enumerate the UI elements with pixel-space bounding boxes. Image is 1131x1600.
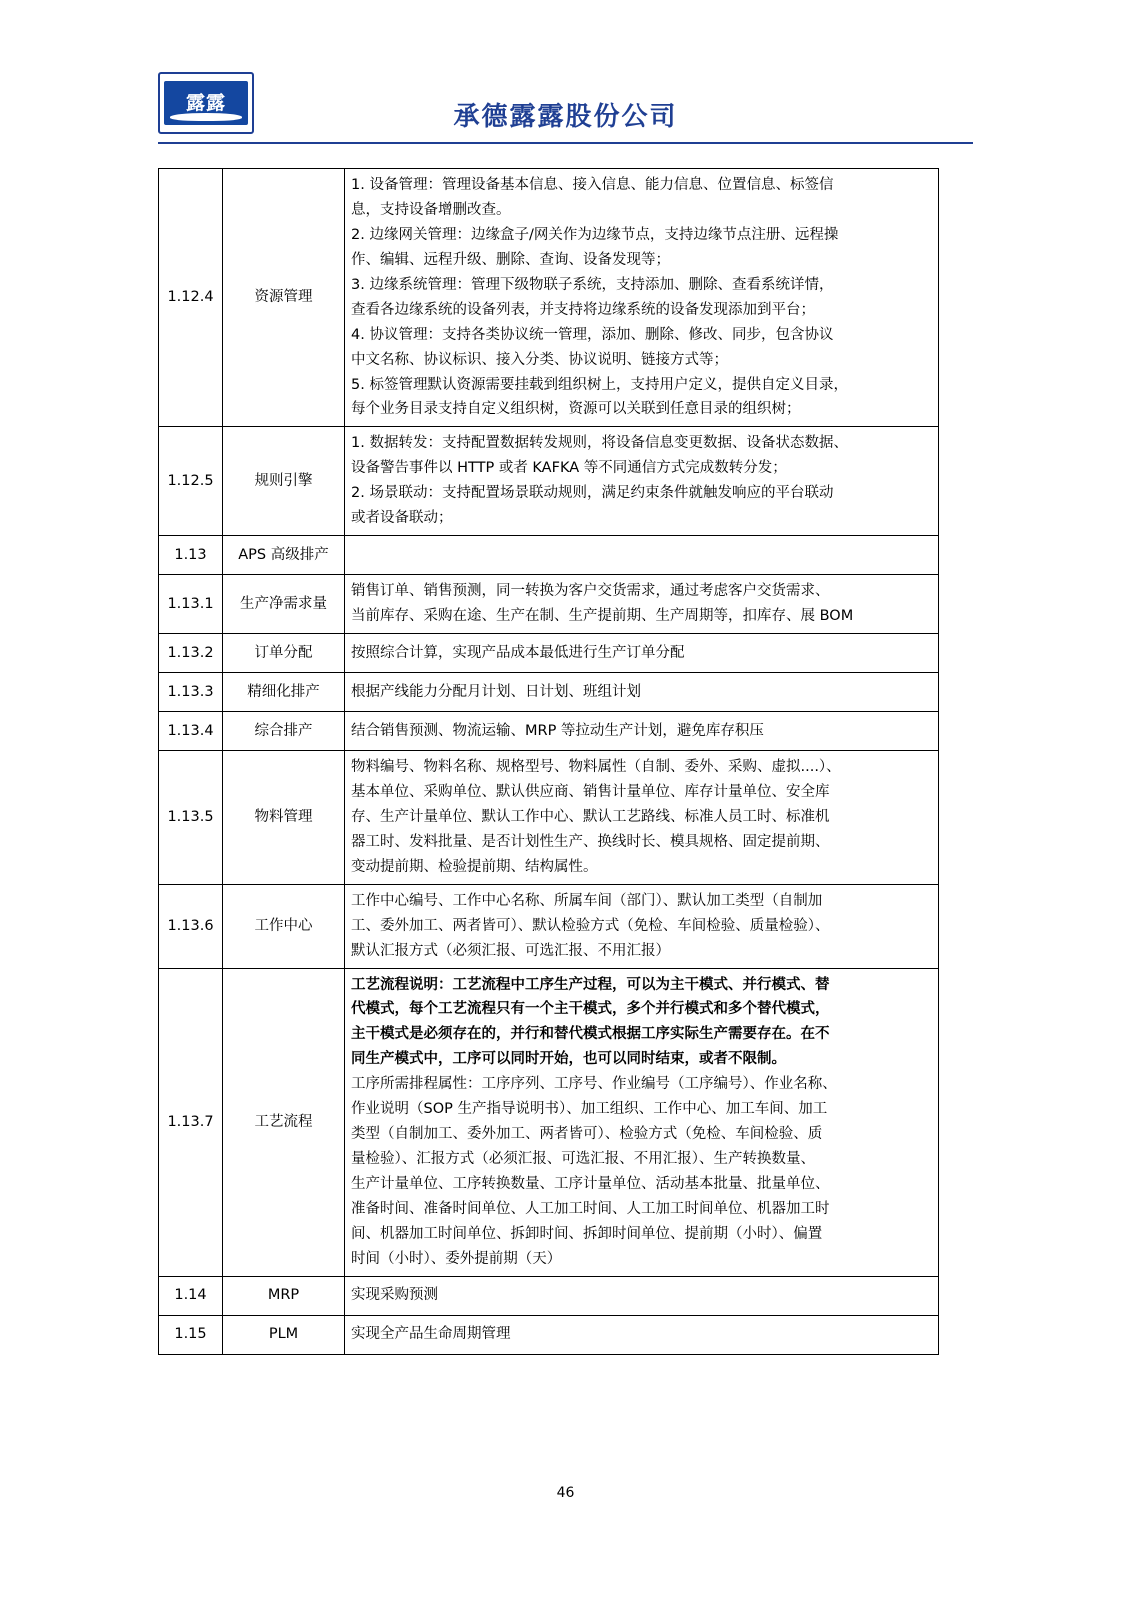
desc-line: 当前库存、采购在途、生产在制、生产提前期、生产周期等，扣库存、展 BOM bbox=[351, 608, 854, 625]
row-description bbox=[345, 575, 939, 634]
desc-line: 作、编辑、远程升级、删除、查询、设备发现等； bbox=[351, 251, 670, 268]
desc-line: 5. 标签管理默认资源需要挂载到组织树上，支持用户定义，提供自定义目录， bbox=[351, 376, 848, 393]
desc-line: 息，支持设备增删改查。 bbox=[351, 201, 511, 218]
desc-line: 2. 场景联动：支持配置场景联动规则，满足约束条件就触发响应的平台联动 bbox=[351, 485, 834, 502]
page-header bbox=[0, 0, 1131, 150]
desc-line: 代模式，每个工艺流程只有一个主干模式，多个并行模式和多个替代模式， bbox=[351, 1001, 830, 1018]
desc-line: 存、生产计量单位、默认工作中心、默认工艺路线、标准人员工时、标准机 bbox=[351, 808, 830, 825]
desc-line: 默认汇报方式（必须汇报、可选汇报、不用汇报） bbox=[351, 942, 670, 959]
desc-line: 准备时间、准备时间单位、人工加工时间、人工加工时间单位、机器加工时 bbox=[351, 1200, 830, 1217]
row-name: APS 高级排产 bbox=[223, 536, 345, 575]
row-description bbox=[345, 751, 939, 885]
desc-line: 生产计量单位、工序转换数量、工序计量单位、活动基本批量、批量单位、 bbox=[351, 1176, 830, 1192]
desc-line: 实现全产品生命周期管理 bbox=[351, 1326, 511, 1343]
table-row bbox=[159, 427, 939, 536]
table-row bbox=[159, 712, 939, 751]
table-row bbox=[159, 169, 939, 427]
row-name: MRP bbox=[223, 1276, 345, 1315]
row-description bbox=[345, 536, 939, 575]
row-name: 工艺流程 bbox=[223, 968, 345, 1276]
row-description bbox=[345, 427, 939, 536]
desc-line: 实现采购预测 bbox=[351, 1287, 438, 1304]
desc-line: 工、委外加工、两者皆可）、默认检验方式（免检、车间检验、质量检验）、 bbox=[351, 917, 830, 934]
row-description bbox=[345, 673, 939, 712]
table-body bbox=[159, 169, 939, 1355]
desc-line: 主干模式是必须存在的，并行和替代模式根据工序实际生产需要存在。在不 bbox=[351, 1026, 830, 1043]
row-description bbox=[345, 634, 939, 673]
row-name: 资源管理 bbox=[223, 169, 345, 427]
row-description bbox=[345, 884, 939, 968]
row-number: 1.13 bbox=[159, 536, 223, 575]
desc-line: 中文名称、协议标识、接入分类、协议说明、链接方式等； bbox=[351, 351, 728, 368]
desc-line: 每个业务目录支持自定义组织树，资源可以关联到任意目录的组织树； bbox=[351, 401, 801, 418]
row-name: 规则引擎 bbox=[223, 427, 345, 536]
desc-line: 1. 数据转发：支持配置数据转发规则，将设备信息变更数据、设备状态数据、 bbox=[351, 435, 848, 452]
desc-line: 类型（自制加工、委外加工、两者皆可）、检验方式（免检、车间检验、质 bbox=[351, 1126, 823, 1143]
table-row bbox=[159, 575, 939, 634]
desc-line: 4. 协议管理：支持各类协议统一管理，添加、删除、修改、同步，包含协议 bbox=[351, 326, 834, 343]
row-number: 1.13.3 bbox=[159, 673, 223, 712]
row-number: 1.15 bbox=[159, 1315, 223, 1354]
row-name: PLM bbox=[223, 1315, 345, 1354]
row-number: 1.12.5 bbox=[159, 427, 223, 536]
table-row bbox=[159, 884, 939, 968]
logo-text: 露露 bbox=[185, 91, 226, 114]
row-number: 1.13.4 bbox=[159, 712, 223, 751]
table-row bbox=[159, 968, 939, 1276]
row-number: 1.13.5 bbox=[159, 751, 223, 885]
row-name: 综合排产 bbox=[223, 712, 345, 751]
row-number: 1.13.2 bbox=[159, 634, 223, 673]
desc-line: 工序所需排程属性：工序序列、工序号、作业编号（工序编号）、作业名称、 bbox=[351, 1076, 837, 1093]
row-number: 1.12.4 bbox=[159, 169, 223, 427]
desc-line: 工作中心编号、工作中心名称、所属车间（部门）、默认加工类型（自制加 bbox=[351, 892, 823, 909]
row-name: 订单分配 bbox=[223, 634, 345, 673]
table-row bbox=[159, 673, 939, 712]
row-name: 精细化排产 bbox=[223, 673, 345, 712]
desc-line: 同生产模式中，工序可以同时开始，也可以同时结束，或者不限制。 bbox=[351, 1051, 786, 1068]
page-title: 承德露露股份公司 bbox=[453, 102, 678, 132]
desc-line: 3. 边缘系统管理：管理下级物联子系统，支持添加、删除、查看系统详情， bbox=[351, 276, 834, 293]
row-number: 1.14 bbox=[159, 1276, 223, 1315]
table-row bbox=[159, 536, 939, 575]
desc-line: 时间（小时）、委外提前期（天） bbox=[351, 1250, 562, 1267]
row-name: 生产净需求量 bbox=[223, 575, 345, 634]
desc-line: 物料编号、物料名称、规格型号、物料属性（自制、委外、采购、虚拟....）、 bbox=[351, 759, 841, 775]
desc-line: 间、机器加工时间单位、拆卸时间、拆卸时间单位、提前期（小时）、偏置 bbox=[351, 1225, 823, 1242]
desc-line: 工艺流程说明：工艺流程中工序生产过程，可以为主干模式、并行模式、替 bbox=[351, 976, 830, 993]
header-divider bbox=[158, 142, 973, 144]
requirements-table-wrapper bbox=[158, 168, 938, 1355]
requirements-table bbox=[158, 168, 939, 1355]
desc-line: 2. 边缘网关管理：边缘盒子/网关作为边缘节点，支持边缘节点注册、远程操 bbox=[351, 226, 839, 243]
desc-line: 作业说明（SOP 生产指导说明书）、加工组织、工作中心、加工车间、加工 bbox=[351, 1101, 828, 1118]
row-number: 1.13.7 bbox=[159, 968, 223, 1276]
desc-line: 基本单位、采购单位、默认供应商、销售计量单位、库存计量单位、安全库 bbox=[351, 783, 830, 800]
table-row bbox=[159, 751, 939, 885]
desc-line: 变动提前期、检验提前期、结构属性。 bbox=[351, 858, 598, 875]
desc-line: 根据产线能力分配月计划、日计划、班组计划 bbox=[351, 683, 641, 700]
row-name: 工作中心 bbox=[223, 884, 345, 968]
desc-line: 设备警告事件以 HTTP 或者 KAFKA 等不同通信方式完成数转分发； bbox=[351, 460, 787, 477]
table-row bbox=[159, 1315, 939, 1354]
row-description bbox=[345, 968, 939, 1276]
table-row bbox=[159, 634, 939, 673]
desc-line: 器工时、发料批量、是否计划性生产、换线时长、模具规格、固定提前期、 bbox=[351, 833, 830, 850]
row-name: 物料管理 bbox=[223, 751, 345, 885]
desc-line: 量检验）、汇报方式（必须汇报、可选汇报、不用汇报）、生产转换数量、 bbox=[351, 1151, 815, 1168]
row-number: 1.13.6 bbox=[159, 884, 223, 968]
desc-line: 1. 设备管理：管理设备基本信息、接入信息、能力信息、位置信息、标签信 bbox=[351, 177, 834, 193]
table-row bbox=[159, 1276, 939, 1315]
desc-line: 查看各边缘系统的设备列表，并支持将边缘系统的设备发现添加到平台； bbox=[351, 301, 815, 318]
desc-line: 或者设备联动； bbox=[351, 510, 453, 527]
row-number: 1.13.1 bbox=[159, 575, 223, 634]
row-description bbox=[345, 1276, 939, 1315]
row-description bbox=[345, 712, 939, 751]
page-number: 46 bbox=[556, 1485, 575, 1501]
desc-line: 按照综合计算，实现产品成本最低进行生产订单分配 bbox=[351, 644, 685, 661]
desc-line: 结合销售预测、物流运输、MRP 等拉动生产计划，避免库存积压 bbox=[351, 722, 764, 739]
row-description bbox=[345, 1315, 939, 1354]
row-description bbox=[345, 169, 939, 427]
desc-line: 销售订单、销售预测，同一转换为客户交货需求，通过考虑客户交货需求、 bbox=[351, 583, 830, 600]
